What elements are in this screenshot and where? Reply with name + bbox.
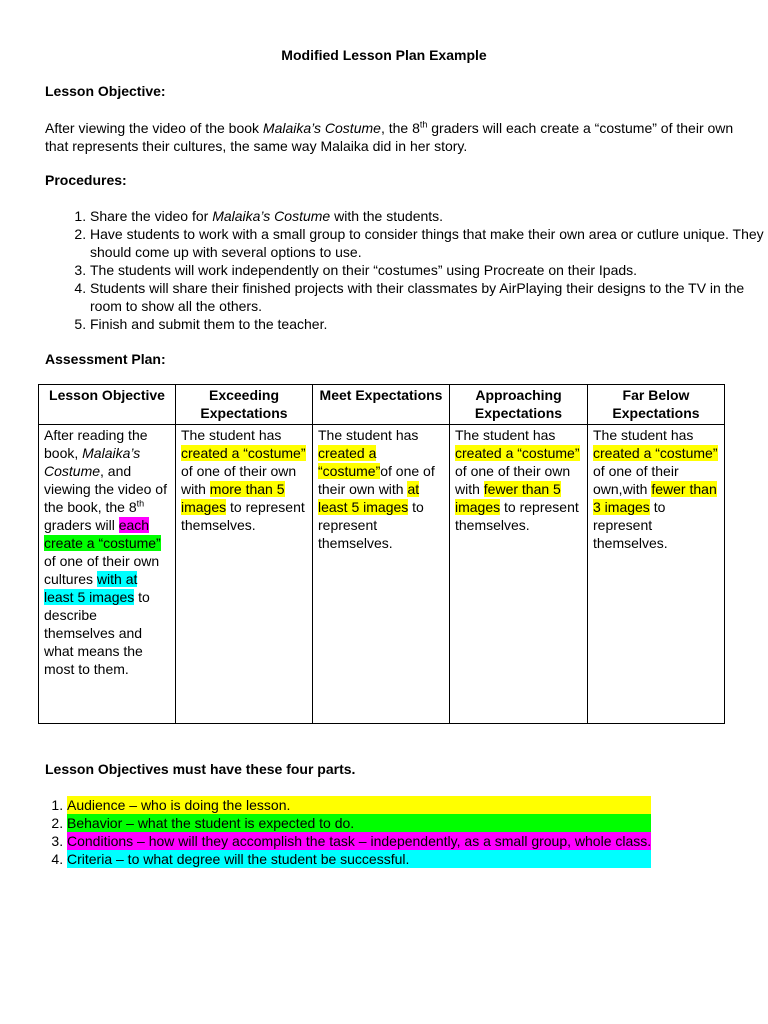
header-approaching: Approaching Expectations	[450, 385, 588, 425]
book-title: Malaika’s Costume	[262, 120, 381, 136]
header-lesson-objective: Lesson Objective	[39, 385, 176, 425]
header-meet: Meet Expectations	[313, 385, 450, 425]
assessment-heading: Assessment Plan:	[45, 351, 166, 367]
procedures-list	[45, 207, 768, 333]
procedure-item: 1. Share the video for Malaika’s Costume with the students.	[90, 207, 768, 225]
procedures-heading: Procedures:	[45, 172, 127, 188]
procedure-item: 3. The students will work independently on their “costumes” using Procreate on their Ipads.	[90, 261, 768, 279]
cell-far-below: The student has created a “costume” of one of their own,with fewer than 3 images to represent themselves.	[588, 425, 725, 724]
part-item-criteria: 4. Criteria – to what degree will the student be successful.	[67, 850, 651, 868]
parts-heading: Lesson Objectives must have these four parts.	[45, 761, 356, 777]
header-exceeding: Exceeding Expectations	[176, 385, 313, 425]
table-header-row	[39, 385, 725, 425]
cell-lesson-objective: After reading the book, Malaika’s Costume, and viewing the video of the book, the 8th graders will each create a “costume” of one of their own cultures with at least 5 images to describe themselves and what means the most to them.	[39, 425, 176, 724]
header-far-below: Far Below Expectations	[588, 385, 725, 425]
procedure-item: 2. Have students to work with a small group to consider things that make their own area or cutlure unique. They should come up with several options to use.	[90, 225, 768, 261]
table-row	[39, 425, 725, 724]
objective-paragraph: After viewing the video of the book Malaika’s Costume, the 8th graders will each create a “costume” of their own that represents their cultures, the same way Malaika did in her story.	[45, 119, 734, 154]
objective-heading: Lesson Objective:	[45, 83, 166, 99]
document-title: Modified Lesson Plan Example	[281, 47, 487, 63]
assessment-table	[38, 384, 725, 724]
cell-exceeding: The student has created a “costume” of one of their own with more than 5 images to represent themselves.	[176, 425, 313, 724]
procedure-item: 5. Finish and submit them to the teacher.	[90, 315, 768, 333]
part-item-conditions: 3. Conditions – how will they accomplish the task – independently, as a small group, whole class.	[67, 832, 651, 850]
part-item-audience: 1. Audience – who is doing the lesson.	[67, 796, 651, 814]
procedure-item: 4. Students will share their finished projects with their classmates by AirPlaying their designs to the TV in the room to show all the others.	[90, 279, 768, 315]
part-item-behavior: 2. Behavior – what the student is expected to do.	[67, 814, 651, 832]
cell-approaching: The student has created a “costume” of one of their own with fewer than 5 images to represent themselves.	[450, 425, 588, 724]
parts-list	[45, 796, 651, 868]
cell-meet: The student has created a “costume”of one of their own with at least 5 images to represent themselves.	[313, 425, 450, 724]
